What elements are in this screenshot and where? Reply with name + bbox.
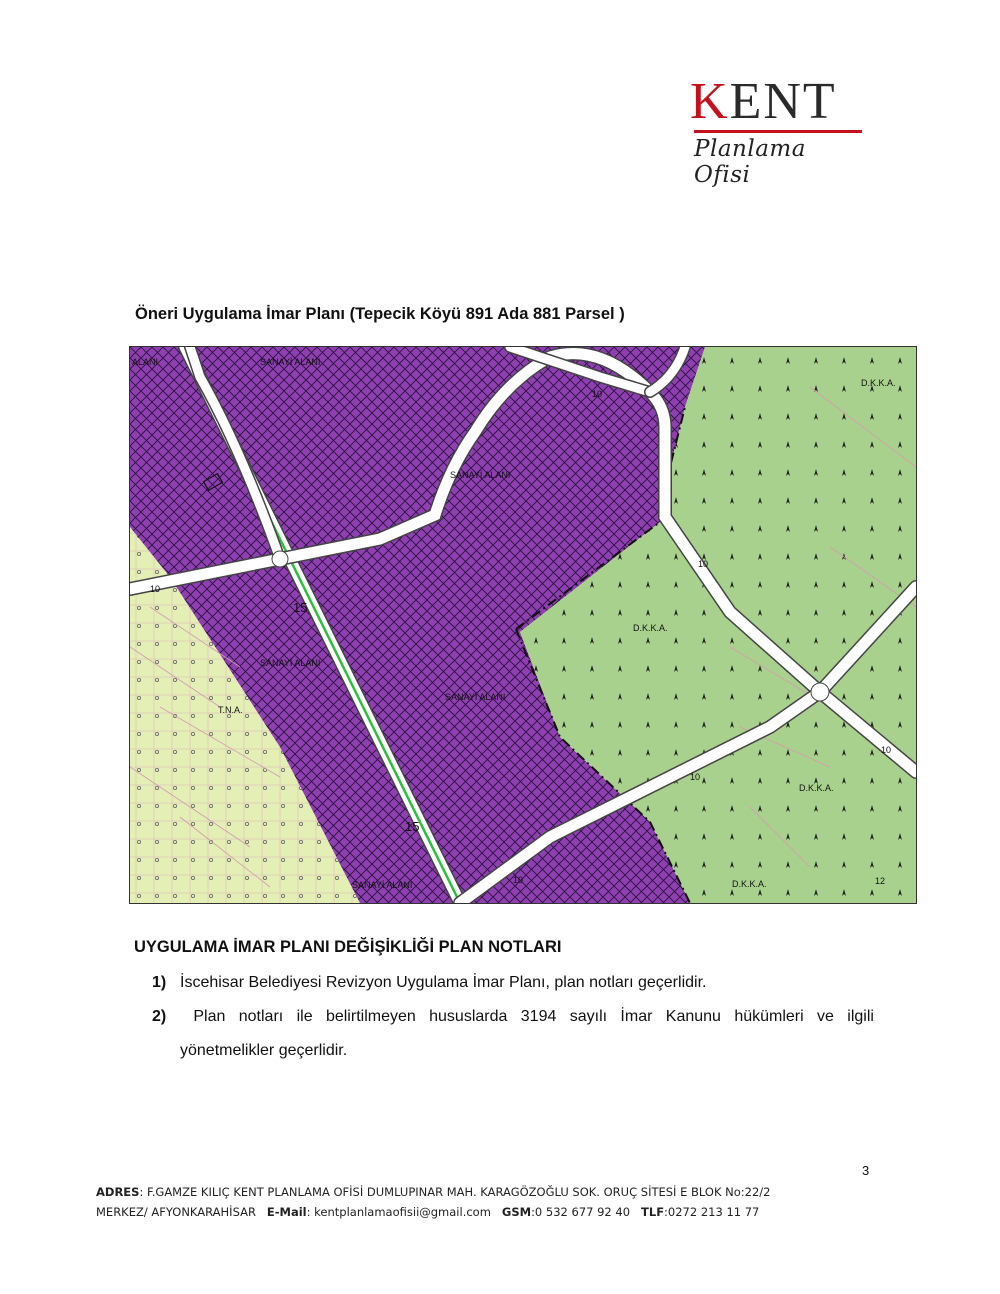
label-road-10f: 10 <box>513 875 524 885</box>
label-dkka-2: D.K.K.A. <box>633 623 668 633</box>
plan-note-1 <box>152 966 706 1000</box>
zoning-map <box>129 346 917 904</box>
label-sanayi-2: SANAYİ ALANI <box>450 470 511 480</box>
plan-note-number: 2) <box>152 1008 167 1025</box>
label-road-10d: 10 <box>881 745 892 755</box>
label-road-15a: 15 <box>293 600 308 615</box>
page-number: 3 <box>862 1163 870 1178</box>
footer-email: : kentplanlamaofisii@gmail.com <box>306 1205 491 1219</box>
label-tna: T.N.A. <box>218 705 243 715</box>
plan-note-text: İscehisar Belediyesi Revizyon Uygulama İmar Planı, plan notları geçerlidir. <box>180 974 707 991</box>
logo-wordmark: KENT <box>690 73 837 130</box>
label-sanayi-3: SANAYİ ALANI <box>260 658 321 668</box>
footer-address-line: ADRES: F.GAMZE KILIÇ KENT PLANLAMA OFİSİ DUMLUPINAR MAH. KARAGÖZOĞLU SOK. ORUÇ SİTESİ E BLOK No:22/2 <box>96 1185 771 1199</box>
label-road-10e: 10 <box>690 772 701 782</box>
label-sanayi-5: SANAYİ ALANI <box>352 880 413 890</box>
logo-tagline: Planlama Ofisi <box>694 136 806 188</box>
label-dkka-3: D.K.K.A. <box>799 783 834 793</box>
label-road-10a: 10 <box>150 584 161 594</box>
footer-contact <box>96 1182 771 1222</box>
plan-note-2: 2) Plan notları ile belirtilmeyen hususlarda 3194 sayılı İmar Kanunu hükümleri ve ilgili yönetmelikler geçerlidir. <box>152 1000 874 1068</box>
label-dkka-4: D.K.K.A. <box>732 879 767 889</box>
label-road-10c: 10 <box>698 559 709 569</box>
label-dkka-1: D.K.K.A. <box>861 378 896 388</box>
plan-note-number: 1) <box>152 974 167 991</box>
plan-note-text-continued: yönetmelikler geçerlidir. <box>180 1042 348 1059</box>
logo-underline <box>694 130 862 133</box>
label-sanayi-4: SANAYİ ALANI <box>445 692 506 702</box>
label-road-15b: 15 <box>405 819 420 834</box>
label-road-12: 12 <box>875 876 886 886</box>
plan-notes-title: UYGULAMA İMAR PLANI DEĞİŞİKLİĞİ PLAN NOTLARI <box>134 938 562 956</box>
map-title: Öneri Uygulama İmar Planı (Tepecik Köyü 891 Ada 881 Parsel ) <box>135 305 625 323</box>
label-sanayi-1: SANAYİ ALANI <box>260 357 321 367</box>
footer-contact-line: MERKEZ/ AFYONKARAHİSAR E-Mail: kentplanlamaofisii@gmail.com GSM:0 532 677 92 40 TLF:0272 213 11 77 <box>96 1205 760 1219</box>
label-sanayi-edge: ALANI <box>132 357 159 367</box>
company-logo <box>690 72 870 188</box>
label-road-10b: 10 <box>592 389 603 399</box>
